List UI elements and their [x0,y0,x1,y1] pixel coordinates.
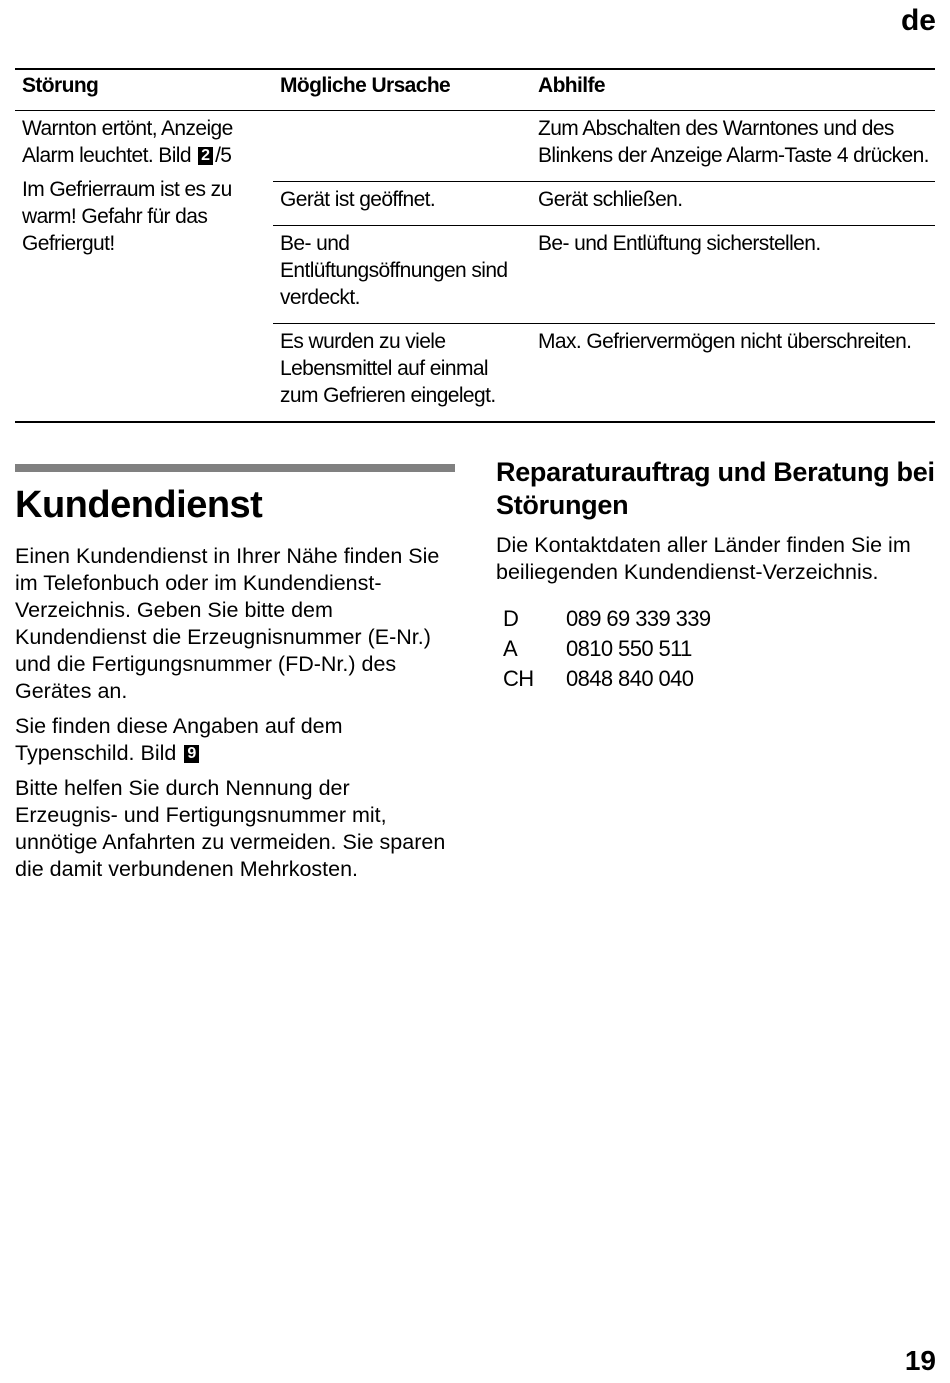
reparatur-section [496,456,936,694]
reparatur-title: Reparaturauftrag und Beratung bei Störungen [496,457,935,520]
kundendienst-paragraph-2-text: Sie finden diese Angaben auf dem Typenschild. Bild [15,714,343,765]
remedy-cell: Max. Gefriervermögen nicht überschreiten. [538,330,912,353]
phone-number: 0848 840 040 [566,666,694,691]
phone-number: 089 69 339 339 [566,606,711,631]
problem-text-2: Im Gefrierraum ist es zu warm! Gefahr für das Gefriergut! [22,178,232,255]
table-row [273,225,935,323]
figure-ref-badge: 2 [198,147,213,165]
troubleshooting-table [15,68,935,423]
country-code: D [503,606,519,631]
problem-cell [15,111,273,421]
table-row [273,111,935,181]
language-code: de [900,4,936,37]
table-row [273,323,935,421]
kundendienst-section [15,464,455,891]
problem-line1: Warnton ertönt, Anzeige Alarm leuchtet. Bild [22,117,233,167]
remedy-cell: Be- und Entlüftung sicherstellen. [538,232,821,255]
cause-cell: Gerät ist geöffnet. [280,188,436,211]
problem-text-1 [22,115,273,169]
table-row [273,181,935,225]
contact-list [503,604,936,694]
kundendienst-paragraph-2 [15,713,455,767]
kundendienst-title: Kundendienst [15,484,263,526]
cause-cell: Es wurden zu viele Lebensmittel auf einmal zum Gefrieren eingelegt. [280,330,496,407]
page-number: 19 [904,1345,936,1376]
cause-remedy-rows [273,111,935,421]
country-code: CH [503,666,534,691]
contact-row [503,604,936,634]
problem-line1-suffix: /5 [215,144,232,167]
country-code: A [503,636,518,661]
contact-row [503,664,936,694]
cause-cell: Be- und Entlüftungsöffnungen sind verdeckt. [280,232,508,309]
header-abhilfe: Abhilfe [538,74,605,97]
phone-number: 0810 550 511 [566,636,692,661]
table-body [15,111,935,421]
kundendienst-paragraph-1: Einen Kundendienst in Ihrer Nähe finden Sie im Telefonbuch oder im Kundendienst-Verzeichnis. Geben Sie bitte dem Kundendienst die Erzeugnisnummer (E-Nr.) und die Fertigungsnummer (FD-Nr.) des Gerätes an. [15,544,440,703]
kundendienst-paragraph-3: Bitte helfen Sie durch Nennung der Erzeugnis- und Fertigungsnummer mit, unnötige Anfahrten zu vermeiden. Sie sparen die damit verbundenen Mehrkosten. [15,776,446,881]
figure-ref-badge: 9 [184,745,199,763]
remedy-cell: Gerät schließen. [538,188,683,211]
cause-cell [273,111,531,181]
contact-row [503,634,936,664]
reparatur-paragraph: Die Kontaktdaten aller Länder finden Sie im beiliegenden Kundendienst-Verzeichnis. [496,533,911,584]
header-stoerung: Störung [22,74,99,97]
section-rule [15,464,455,472]
remedy-cell: Zum Abschalten des Warntones und des Blinkens der Anzeige Alarm-Taste 4 drücken. [538,117,929,167]
table-header-row [15,70,935,111]
header-ursache: Mögliche Ursache [280,74,451,97]
